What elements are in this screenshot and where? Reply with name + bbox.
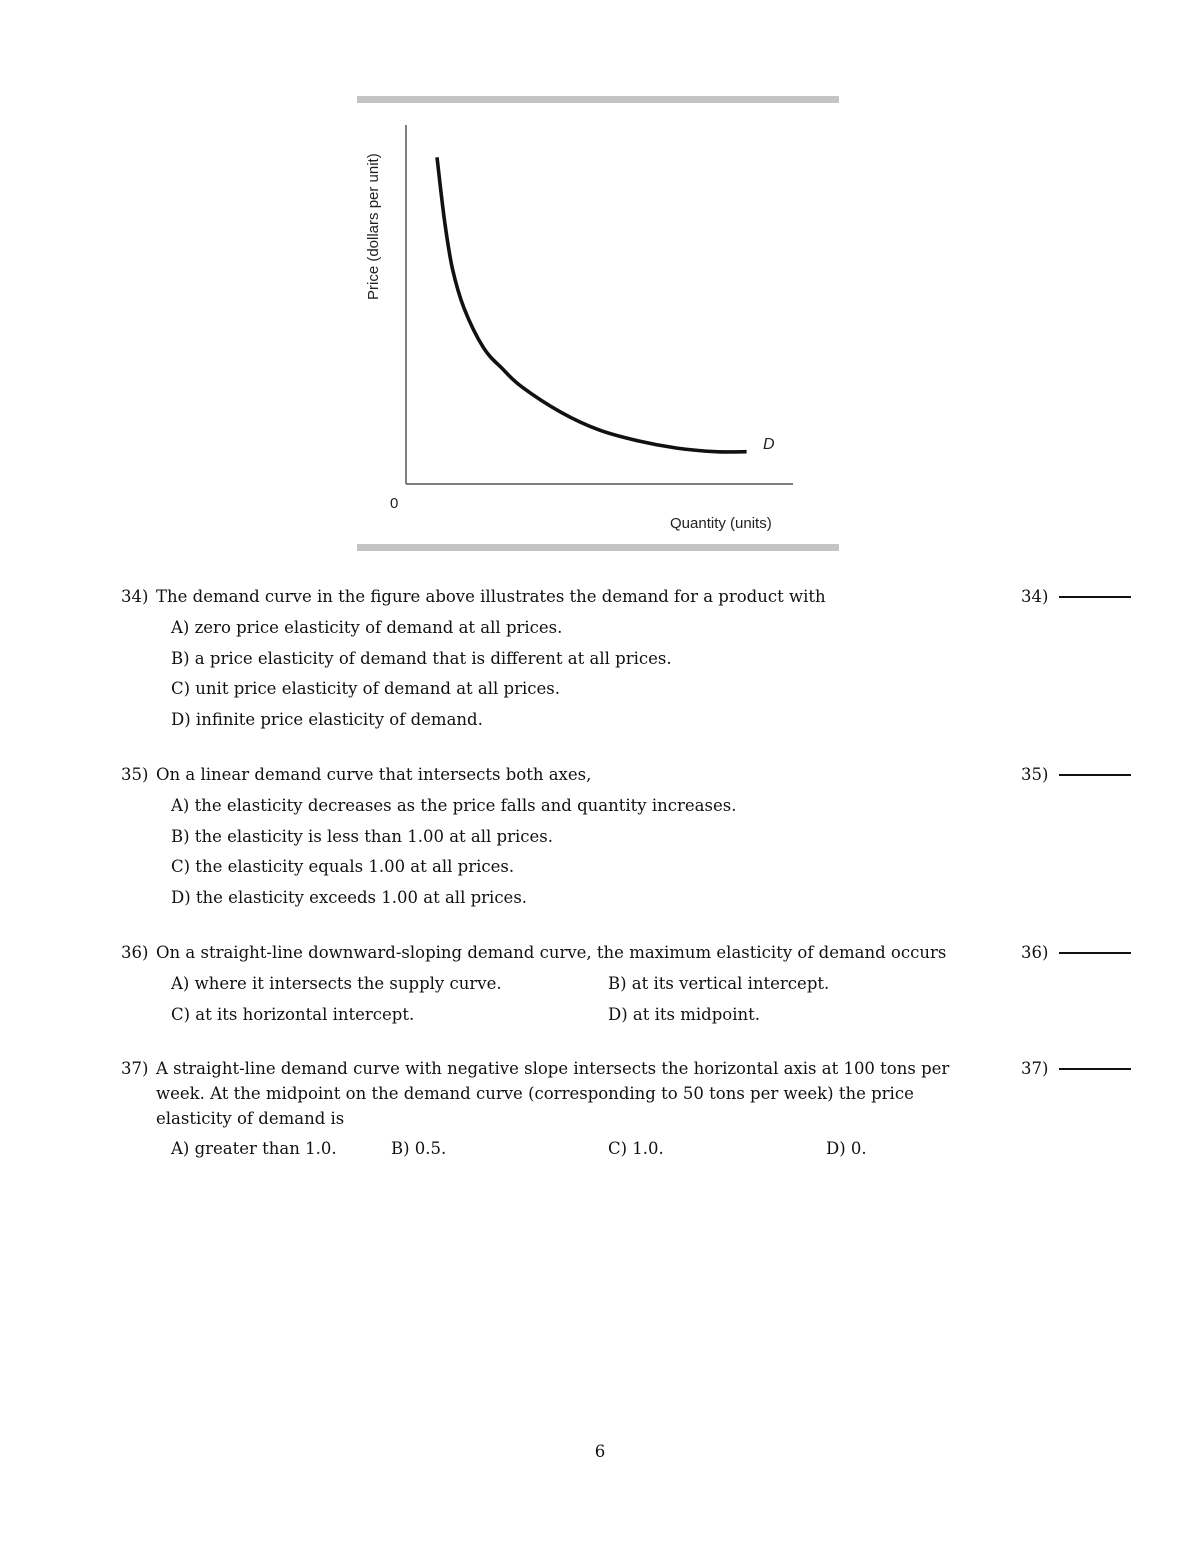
question-37 bbox=[121, 1056, 1131, 1166]
question-stem: The demand curve in the figure above illustrates the demand for a product with bbox=[156, 587, 826, 606]
option-a[interactable]: A) zero price elasticity of demand at all prices. bbox=[171, 618, 563, 637]
option-a[interactable]: A) where it intersects the supply curve. bbox=[171, 974, 502, 993]
answer-blank[interactable] bbox=[1059, 1068, 1131, 1070]
figure-bottom-rule bbox=[357, 544, 839, 551]
question-36 bbox=[121, 940, 1131, 1030]
question-34 bbox=[121, 584, 1131, 734]
answer-number: 36) bbox=[1021, 943, 1049, 962]
demand-curve-label: D bbox=[763, 436, 775, 453]
y-axis-label: Price (dollars per unit) bbox=[365, 153, 382, 300]
option-b[interactable]: B) a price elasticity of demand that is different at all prices. bbox=[171, 649, 672, 668]
option-c[interactable]: C) at its horizontal intercept. bbox=[171, 1005, 415, 1024]
answer-number: 37) bbox=[1021, 1059, 1049, 1078]
origin-label: 0 bbox=[390, 495, 399, 512]
option-c[interactable]: C) 1.0. bbox=[608, 1139, 664, 1158]
question-stem: On a linear demand curve that intersects both axes, bbox=[156, 765, 592, 784]
option-d[interactable]: D) the elasticity exceeds 1.00 at all prices. bbox=[171, 888, 528, 907]
page-number: 6 bbox=[594, 1442, 606, 1461]
demand-curve-figure bbox=[350, 110, 810, 540]
question-number: 34) bbox=[121, 587, 149, 606]
option-c[interactable]: C) unit price elasticity of demand at all prices. bbox=[171, 679, 560, 698]
option-b[interactable]: B) at its vertical intercept. bbox=[608, 974, 830, 993]
option-d[interactable]: D) infinite price elasticity of demand. bbox=[171, 710, 483, 729]
question-number: 37) bbox=[121, 1059, 149, 1078]
question-stem: A straight-line demand curve with negative slope intersects the horizontal axis at 100 tons per week. At the midpoint on the demand curve (corresponding to 50 tons per week) the price elasticity of demand is bbox=[156, 1059, 950, 1128]
demand-curve-line bbox=[437, 157, 747, 452]
answer-blank[interactable] bbox=[1059, 952, 1131, 954]
question-35 bbox=[121, 762, 1131, 912]
option-a[interactable]: A) greater than 1.0. bbox=[171, 1139, 337, 1158]
option-d[interactable]: D) at its midpoint. bbox=[608, 1005, 761, 1024]
option-b[interactable]: B) the elasticity is less than 1.00 at all prices. bbox=[171, 827, 553, 846]
question-number: 36) bbox=[121, 943, 149, 962]
question-number: 35) bbox=[121, 765, 149, 784]
option-d[interactable]: D) 0. bbox=[826, 1139, 867, 1158]
x-axis-label: Quantity (units) bbox=[670, 515, 772, 532]
answer-blank[interactable] bbox=[1059, 774, 1131, 776]
answer-number: 35) bbox=[1021, 765, 1049, 784]
figure-top-rule bbox=[357, 96, 839, 103]
answer-number: 34) bbox=[1021, 587, 1049, 606]
question-stem: On a straight-line downward-sloping demand curve, the maximum elasticity of demand occurs bbox=[156, 943, 947, 962]
option-c[interactable]: C) the elasticity equals 1.00 at all prices. bbox=[171, 857, 515, 876]
option-a[interactable]: A) the elasticity decreases as the price falls and quantity increases. bbox=[171, 796, 737, 815]
option-b[interactable]: B) 0.5. bbox=[391, 1139, 447, 1158]
answer-blank[interactable] bbox=[1059, 596, 1131, 598]
